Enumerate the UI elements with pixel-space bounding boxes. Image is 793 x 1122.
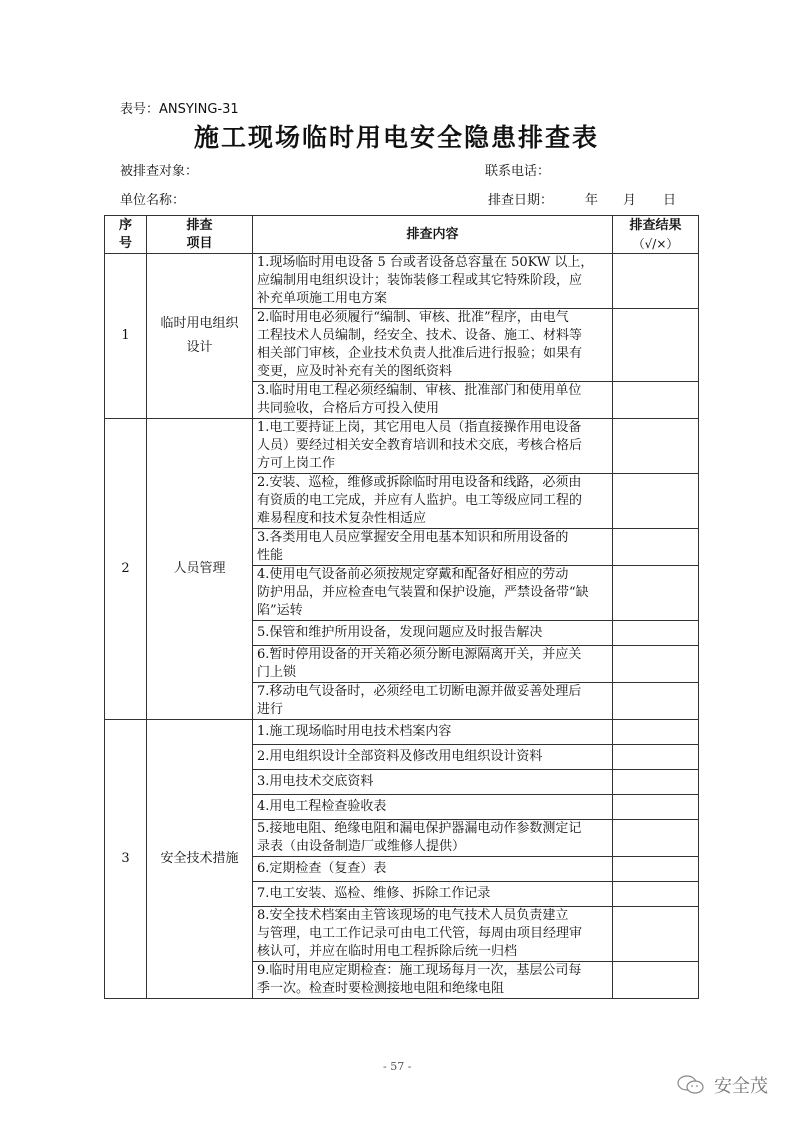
page-number: - 57 - — [383, 1060, 412, 1073]
inspection-table — [104, 215, 699, 999]
check-result-cell[interactable] — [613, 254, 699, 309]
check-result-cell[interactable] — [613, 621, 699, 646]
check-content: 7.移动电气设备时，必须经电工切断电源并做妥善处理后 进行 — [253, 683, 613, 720]
check-content: 4.用电工程检查验收表 — [253, 795, 613, 820]
check-result-cell[interactable] — [613, 907, 699, 962]
check-content: 5.接地电阻、绝缘电阻和漏电保护器漏电动作参数测定记 录表（由设备制造厂或维修人提供） — [253, 820, 613, 857]
page-title: 施工现场临时用电安全隐患排查表 — [193, 123, 599, 152]
check-result-cell[interactable] — [613, 419, 699, 474]
date-day: 日 — [663, 193, 677, 208]
check-content: 3.用电技术交底资料 — [253, 770, 613, 795]
check-result-cell[interactable] — [613, 820, 699, 857]
date-label: 排查日期： — [488, 193, 554, 208]
check-result-cell[interactable] — [613, 683, 699, 720]
section-seq: 3 — [105, 720, 147, 999]
section-seq: 2 — [105, 419, 147, 720]
header-content: 排查内容 — [253, 216, 613, 254]
target-label: 被排查对象： — [120, 164, 199, 179]
check-content: 1.电工要持证上岗，其它用电人员（指直接操作用电设备 人员）要经过相关安全教育培训和技术交底，考核合格后 方可上岗工作 — [253, 419, 613, 474]
date-month: 月 — [623, 193, 637, 208]
section-item: 人员管理 — [147, 419, 253, 720]
check-result-cell[interactable] — [613, 795, 699, 820]
table-row — [105, 720, 699, 745]
header-item: 排查 项目 — [147, 216, 253, 254]
section-item: 安全技术措施 — [147, 720, 253, 999]
check-result-cell[interactable] — [613, 720, 699, 745]
check-content: 1.现场临时用电设备 5 台或者设备总容量在 50KW 以上， 应编制用电组织设计；装饰装修工程或其它特殊阶段，应 补充单项施工用电方案 — [253, 254, 613, 309]
check-result-cell[interactable] — [613, 857, 699, 882]
check-content: 4.使用电气设备前必须按规定穿戴和配备好相应的劳动 防护用品，并应检查电气装置和保护设施，严禁设备带“缺 陷”运转 — [253, 566, 613, 621]
check-content: 7.电工安装、巡检、维修、拆除工作记录 — [253, 882, 613, 907]
check-content: 6.定期检查（复查）表 — [253, 857, 613, 882]
header-result — [613, 216, 699, 254]
header-result-label: 排查结果 — [629, 217, 682, 233]
check-result-cell[interactable] — [613, 962, 699, 999]
check-content: 5.保管和维护所用设备，发现问题应及时报告解决 — [253, 621, 613, 646]
check-content: 1.施工现场临时用电技术档案内容 — [253, 720, 613, 745]
check-result-cell[interactable] — [613, 882, 699, 907]
check-result-cell[interactable] — [613, 382, 699, 419]
check-content: 2.安装、巡检，维修或拆除临时用电设备和线路，必须由 有资质的电工完成，并应有人监护。电工等级应同工程的 难易程度和技术复杂性相适应 — [253, 474, 613, 529]
header-result-sub: （√/×） — [632, 236, 679, 251]
check-result-cell[interactable] — [613, 474, 699, 529]
watermark-text: 安全茂 — [714, 1076, 768, 1097]
unit-label: 单位名称： — [120, 193, 186, 208]
check-result-cell[interactable] — [613, 646, 699, 683]
section-item: 临时用电组织 设计 — [147, 254, 253, 419]
check-content: 8.安全技术档案由主管该现场的电气技术人员负责建立 与管理，电工工作记录可由电工代管，每周由项目经理审 核认可，并应在临时用电工程拆除后统一归档 — [253, 907, 613, 962]
date-year: 年 — [585, 193, 599, 208]
check-content: 6.暂时停用设备的开关箱必须分断电源隔离开关，并应关 门上锁 — [253, 646, 613, 683]
table-row — [105, 254, 699, 309]
section-seq: 1 — [105, 254, 147, 419]
check-content: 3.临时用电工程必须经编制、审核、批准部门和使用单位 共同验收，合格后方可投入使用 — [253, 382, 613, 419]
phone-label: 联系电话： — [485, 164, 551, 179]
check-result-cell[interactable] — [613, 529, 699, 566]
table-row — [105, 419, 699, 474]
form-number: 表号：ANSYING-31 — [120, 102, 239, 117]
check-content: 3.各类用电人员应掌握安全用电基本知识和所用设备的 性能 — [253, 529, 613, 566]
check-content: 2.用电组织设计全部资料及修改用电组织设计资料 — [253, 745, 613, 770]
check-result-cell[interactable] — [613, 309, 699, 382]
check-result-cell[interactable] — [613, 745, 699, 770]
check-content: 2.临时用电必须履行“编制、审核、批准”程序，由电气 工程技术人员编制，经安全、技术、设备、施工、材料等 相关部门审核，企业技术负责人批准后进行报验；如果有 变更，应及时补充有关的图纸资料 — [253, 309, 613, 382]
check-content: 9.临时用电应定期检查：施工现场每月一次，基层公司每 季一次。检查时要检测接地电阻和绝缘电阻 — [253, 962, 613, 999]
watermark — [676, 1072, 768, 1098]
wechat-icon — [676, 1073, 706, 1097]
check-result-cell[interactable] — [613, 566, 699, 621]
table-header-row — [105, 216, 699, 254]
check-result-cell[interactable] — [613, 770, 699, 795]
header-seq: 序 号 — [105, 216, 147, 254]
